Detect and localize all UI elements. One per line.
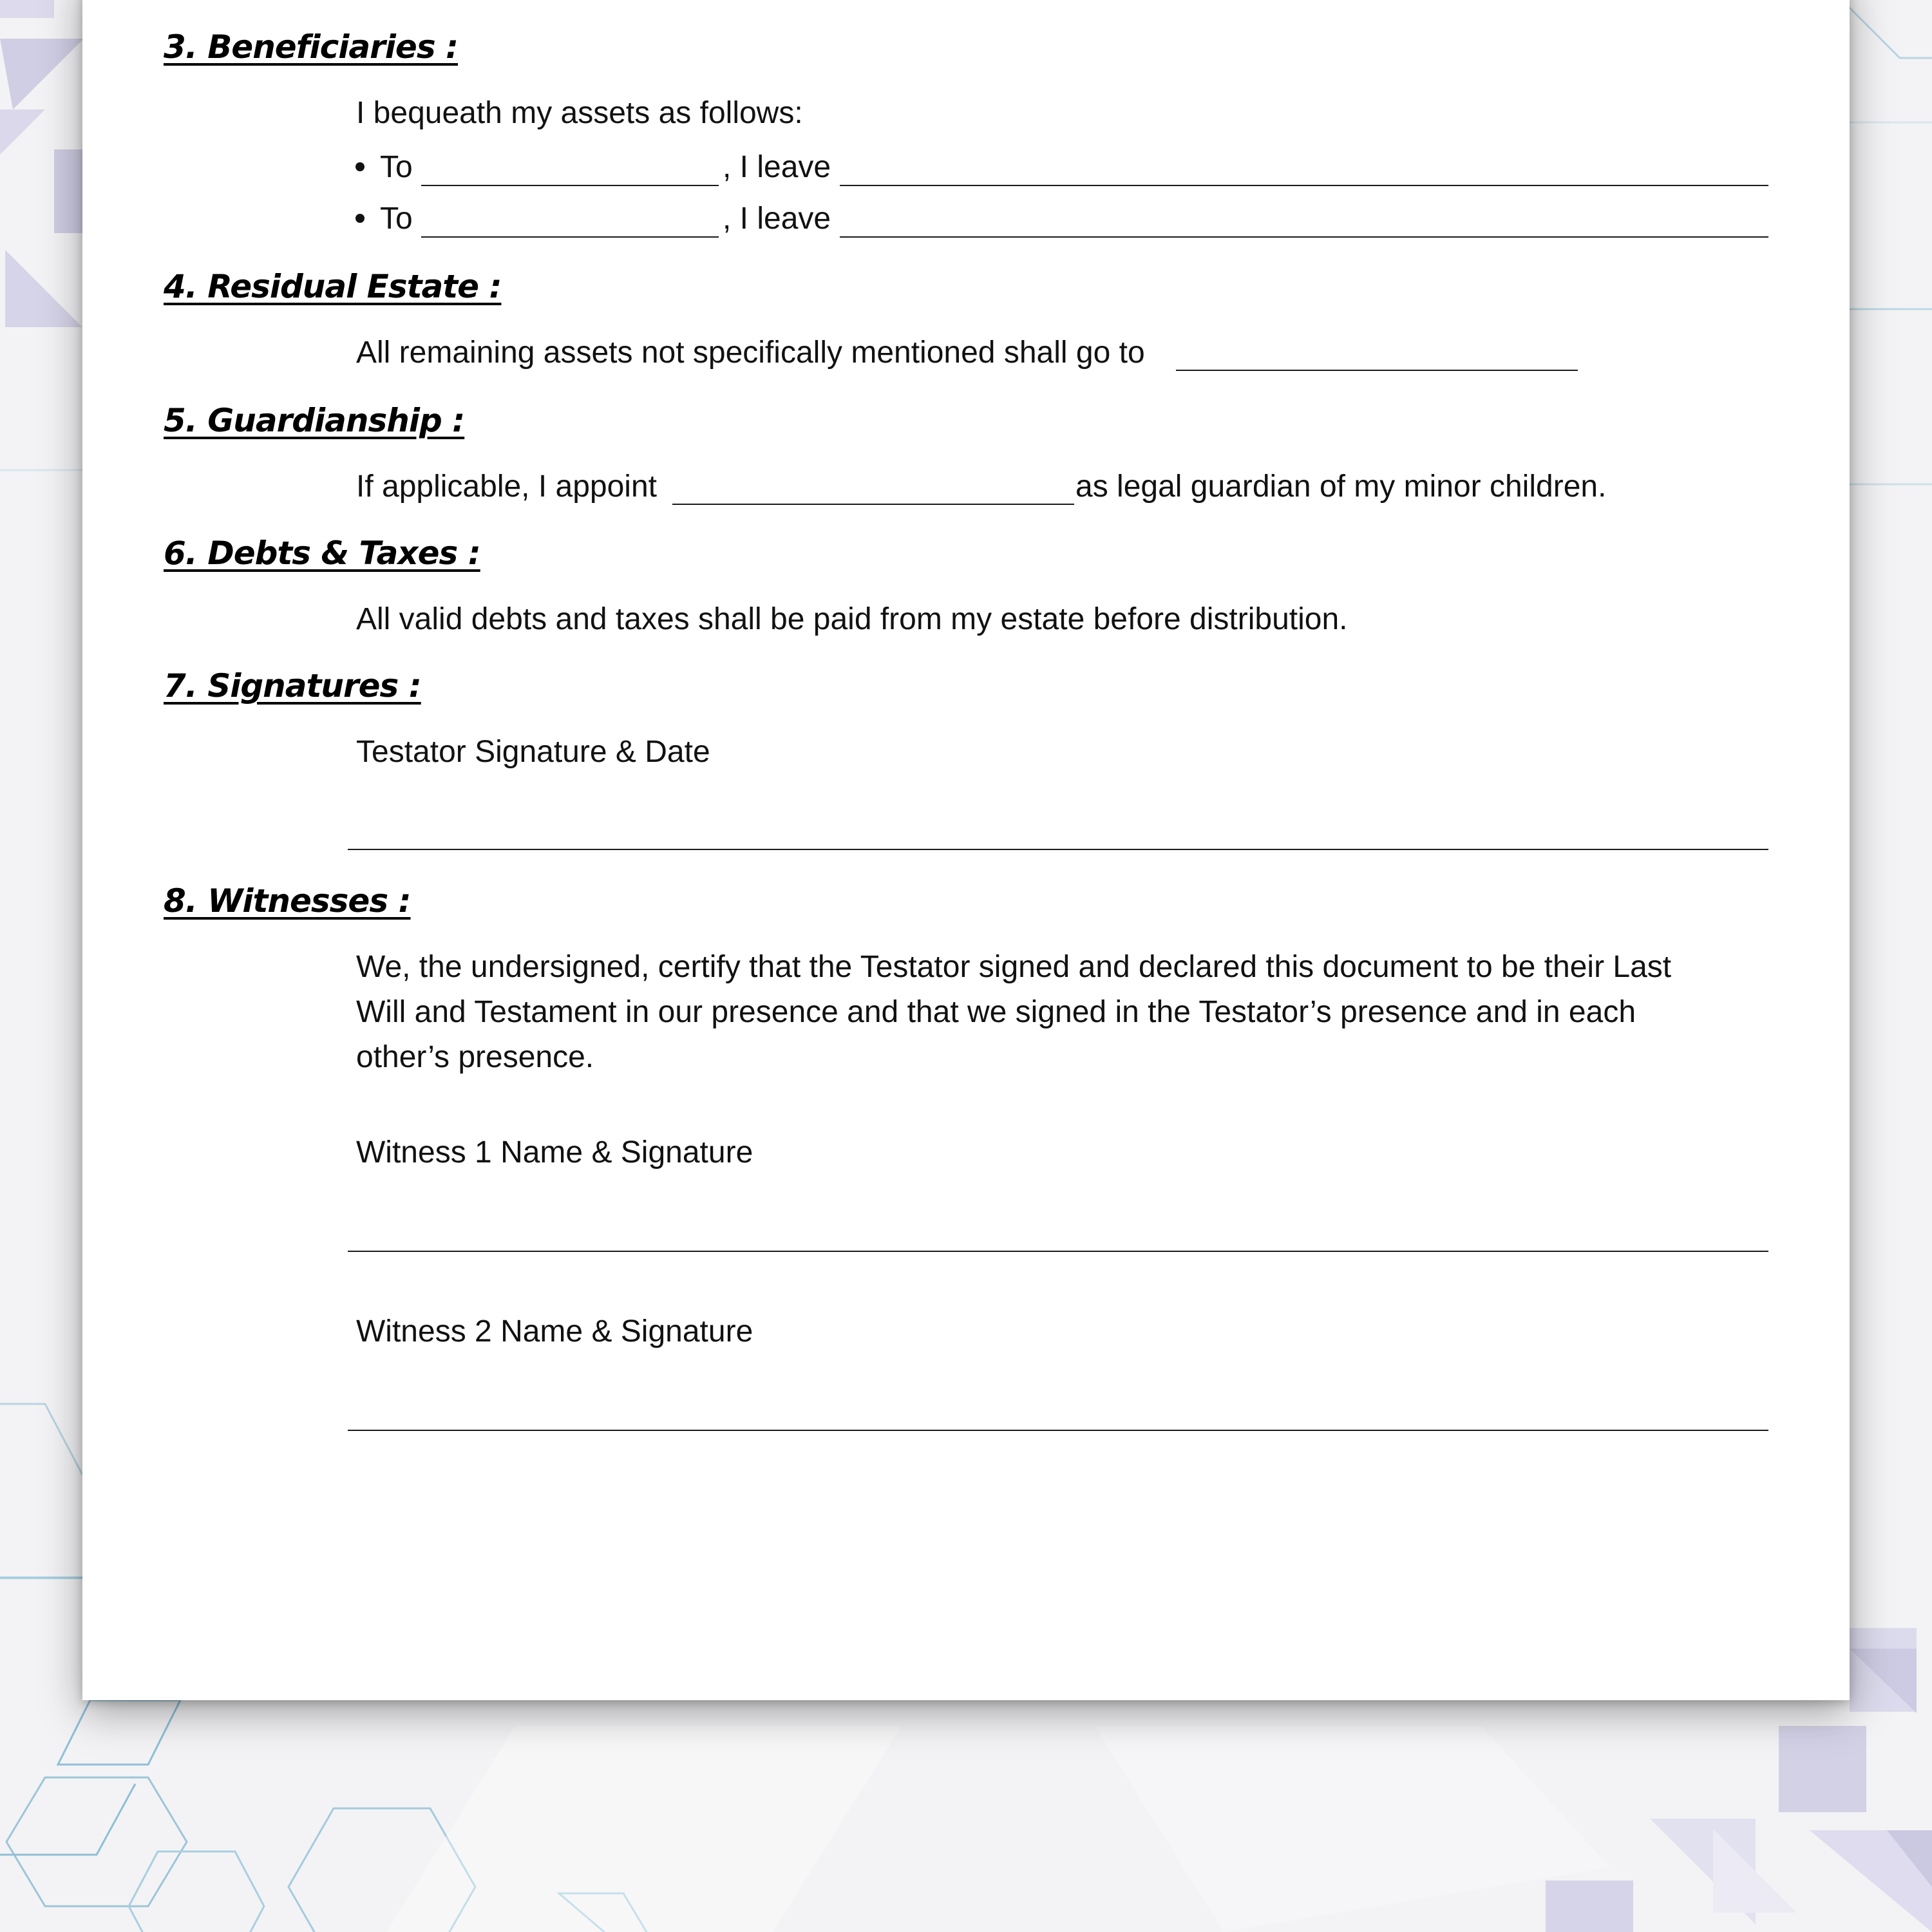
section-heading-guardianship: 5. Guardianship : [164, 402, 465, 439]
document-page [82, 0, 1850, 1700]
section-heading-residual-estate: 4. Residual Estate : [164, 268, 502, 305]
witnesses-statement-line: We, the undersigned, certify that the Testator signed and declared this document to be their Last [356, 950, 1672, 984]
beneficiary-2-name-field[interactable] [421, 236, 719, 238]
section-heading-signatures: 7. Signatures : [164, 667, 421, 705]
bullet-icon [355, 162, 365, 171]
guardianship-suffix: as legal guardian of my minor children. [1075, 469, 1607, 504]
debts-taxes-text: All valid debts and taxes shall be paid from my estate before distribution. [356, 602, 1348, 636]
beneficiary-1-asset-field[interactable] [840, 185, 1768, 186]
section-heading-debts-taxes: 6. Debts & Taxes : [164, 535, 480, 572]
beneficiary-to-label: To [380, 202, 413, 236]
witness-2-label: Witness 2 Name & Signature [356, 1314, 753, 1349]
beneficiary-1-name-field[interactable] [421, 185, 719, 186]
witness-2-signature-field[interactable] [348, 1430, 1768, 1431]
section-heading-beneficiaries: 3. Beneficiaries : [164, 28, 458, 66]
bullet-icon [355, 214, 365, 223]
section-heading-witnesses: 8. Witnesses : [164, 882, 411, 920]
residual-estate-text: All remaining assets not specifically mentioned shall go to [356, 336, 1145, 370]
witnesses-statement-line: other’s presence. [356, 1040, 594, 1074]
beneficiary-to-label: To [380, 150, 413, 184]
testator-signature-label: Testator Signature & Date [356, 735, 710, 769]
residual-beneficiary-field[interactable] [1176, 370, 1578, 371]
guardianship-prefix: If applicable, I appoint [356, 469, 657, 504]
witness-1-signature-field[interactable] [348, 1251, 1768, 1252]
beneficiaries-intro: I bequeath my assets as follows: [356, 96, 803, 130]
witness-1-label: Witness 1 Name & Signature [356, 1135, 753, 1170]
beneficiary-leave-label: , I leave [723, 202, 831, 236]
guardian-name-field[interactable] [672, 504, 1074, 505]
beneficiary-leave-label: , I leave [723, 150, 831, 184]
beneficiary-2-asset-field[interactable] [840, 236, 1768, 238]
witnesses-statement-line: Will and Testament in our presence and that we signed in the Testator’s presence and in each [356, 995, 1636, 1029]
testator-signature-field[interactable] [348, 849, 1768, 850]
